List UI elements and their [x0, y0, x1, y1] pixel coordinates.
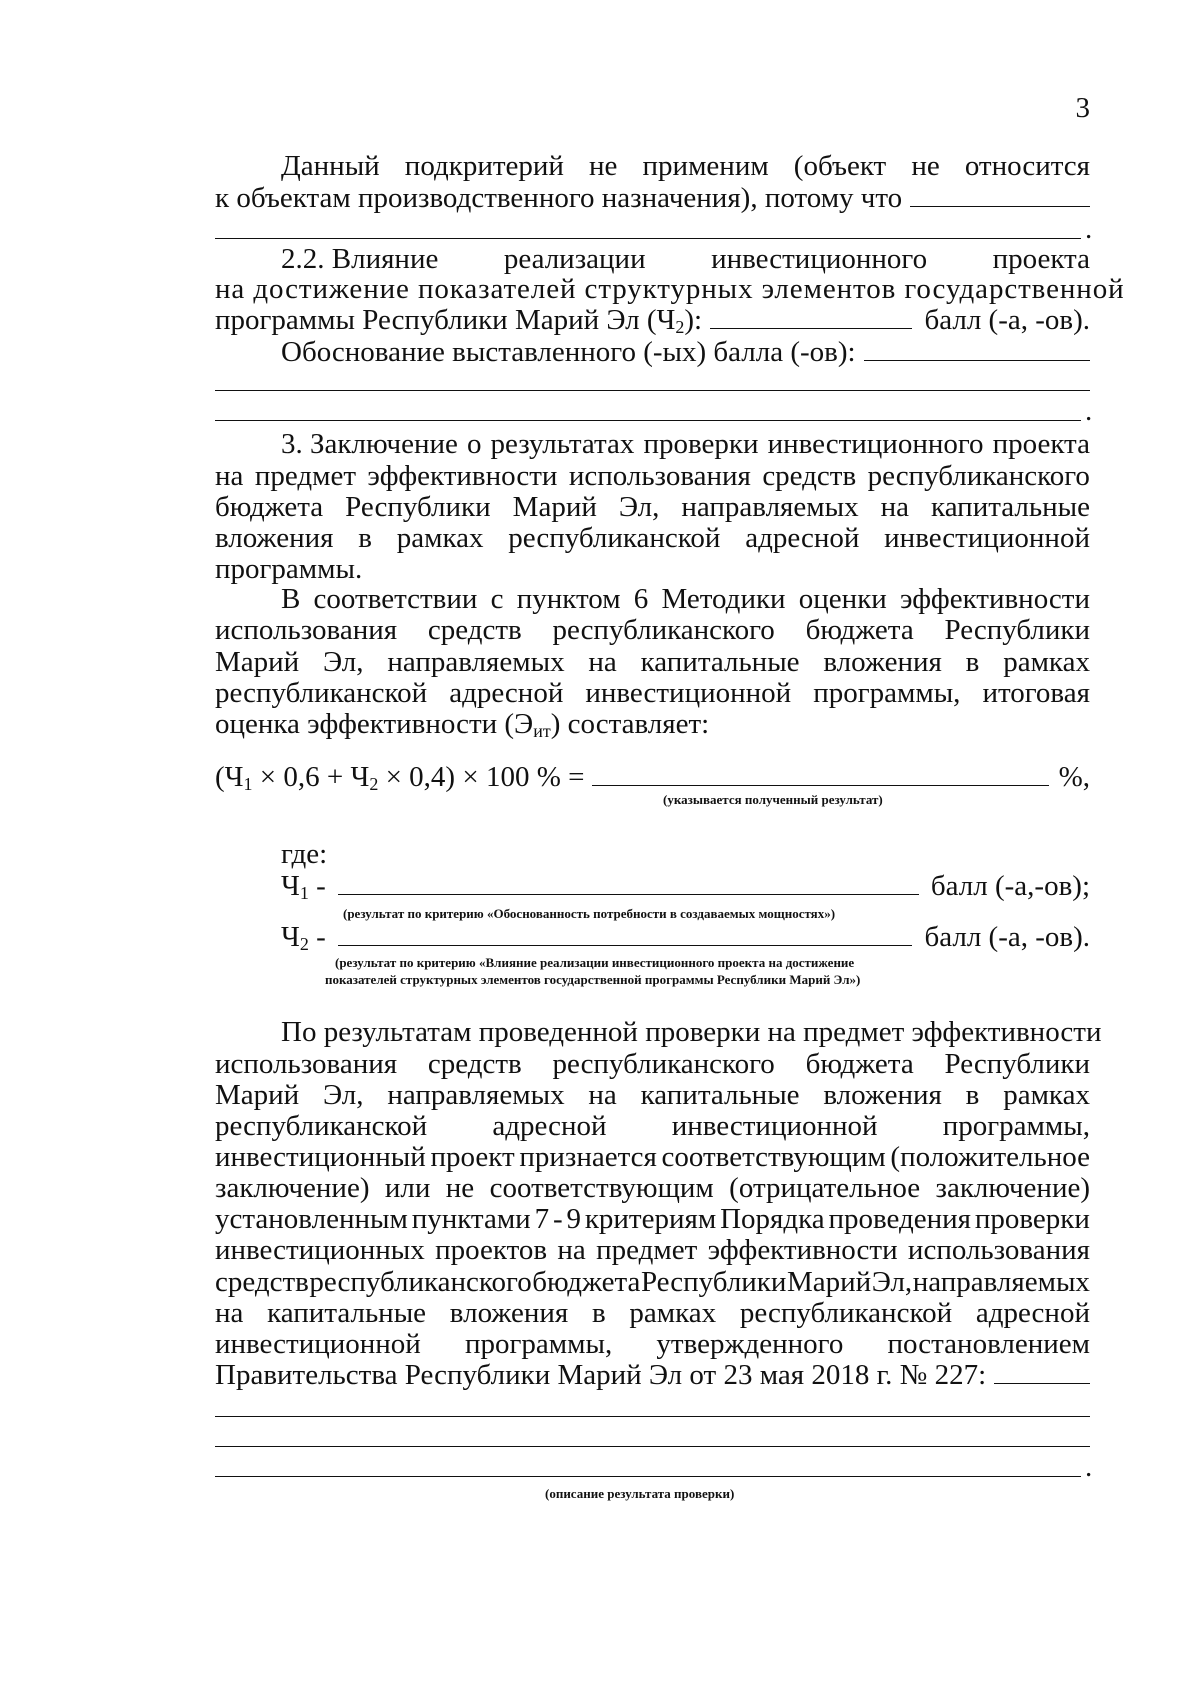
word: направляемых [387, 646, 565, 678]
word: инвестиционной [671, 1110, 878, 1142]
word: проект [430, 1141, 515, 1173]
word: соответствующим [661, 1141, 886, 1173]
word: средств [215, 1266, 309, 1298]
word: рамках [1003, 1079, 1090, 1111]
word: эффективности [367, 460, 558, 492]
s22-basis-line [281, 336, 1090, 369]
ch2-score-blank[interactable] [710, 304, 912, 329]
word: средств [427, 1048, 522, 1080]
word: проверки [643, 428, 759, 460]
reason-blank-1[interactable] [910, 182, 1090, 207]
method-line1 [281, 583, 1090, 616]
method-line2 [215, 614, 1090, 647]
word: соответствующим [489, 1172, 714, 1204]
word: с [490, 583, 504, 615]
word: Марий [786, 1266, 872, 1298]
word: республиканского [867, 460, 1090, 492]
word: эффективности [707, 1234, 898, 1266]
word: бюджета [805, 1048, 914, 1080]
word: на [215, 1297, 244, 1329]
word: оценки [798, 583, 887, 615]
word: относится [964, 150, 1090, 182]
word: направляемых [387, 1079, 565, 1111]
s3-line1 [281, 428, 1090, 461]
word: в [591, 1297, 606, 1329]
word: использования [907, 1234, 1090, 1266]
para1-text: к объектам производственного назначения), потому что [215, 182, 903, 214]
word: республиканской [215, 1110, 428, 1142]
word: республиканской [508, 522, 721, 554]
final-line10 [215, 1297, 1090, 1330]
final-line5 [215, 1141, 1090, 1174]
ch1-caption: (результат по критерию «Обоснованность потребности в создаваемых мощностях») [343, 906, 836, 921]
s3-line2 [215, 460, 1090, 493]
word: (положительное [890, 1141, 1090, 1173]
word: вложения [823, 646, 942, 678]
word: адресной [745, 522, 860, 554]
word: программы, [465, 1328, 613, 1360]
word: 3. Заключение [281, 428, 458, 460]
word: в [965, 646, 980, 678]
word: республиканской [739, 1297, 953, 1329]
final-line2 [215, 1048, 1090, 1081]
conclusion-blank-1[interactable] [994, 1359, 1090, 1384]
word: соответствии [313, 583, 478, 615]
s22-end-dot: . [1085, 395, 1093, 427]
word: эффективности [900, 583, 1090, 615]
word: Эл, [871, 1266, 913, 1298]
word: направляемых [681, 491, 859, 523]
word: признается [519, 1141, 657, 1173]
word: адресной [449, 677, 564, 709]
para1-end-dot: . [1085, 213, 1093, 245]
method-line5: оценка эффективности $(Э_{ит})$ составляет: [215, 708, 710, 741]
s22-unit: балл (-а, -ов). [924, 304, 1090, 336]
word: Марий [215, 1079, 300, 1111]
ch1-unit: балл (-а,-ов); [930, 870, 1090, 902]
word: бюджета [532, 1266, 641, 1298]
word: средств [427, 614, 522, 646]
method-line4 [215, 677, 1090, 710]
word: Республики [944, 1048, 1090, 1080]
word: республиканского [552, 1048, 775, 1080]
word: инвестиционного [767, 428, 984, 460]
word: направляемых [912, 1266, 1090, 1298]
ch1-score-blank[interactable] [338, 870, 919, 895]
word: - [552, 1203, 563, 1235]
word: адресной [492, 1110, 607, 1142]
word: на [880, 491, 910, 523]
reason-blank-2[interactable] [215, 238, 1081, 239]
final-line8 [215, 1234, 1090, 1267]
word: Марий [215, 646, 300, 678]
word: Данный [281, 150, 380, 182]
conclusion-blank-4[interactable] [215, 1476, 1081, 1477]
final-line1: По результатам проведенной проверки на предмет эффективности [281, 1016, 1102, 1048]
s22-line2: на достижение показателей структурных элементов государственной [215, 273, 1125, 305]
s22-basis-text: Обоснование выставленного (-ых) балла (-ов): [281, 336, 856, 368]
word: инвестиционной [215, 1328, 421, 1360]
method-line3 [215, 646, 1090, 679]
formula-line [215, 761, 1090, 801]
word: постановлением [887, 1328, 1090, 1360]
para1-line1 [281, 150, 1090, 183]
word: республиканского [552, 614, 775, 646]
word: адресной [975, 1297, 1090, 1329]
ch2-unit: балл (-а, -ов). [924, 921, 1090, 953]
word: на [588, 646, 617, 678]
word: не [445, 1172, 475, 1204]
final-line12 [215, 1359, 1090, 1392]
conclusion-blank-3[interactable] [215, 1446, 1090, 1447]
word: 2.2. Влияние [281, 243, 439, 275]
ch2-caption-line1: (результат по критерию «Влияние реализации инвестиционного проекта на достижение [335, 955, 855, 970]
word: Марий [512, 491, 597, 523]
word: пунктами [411, 1203, 531, 1235]
final-line6 [215, 1172, 1090, 1205]
word: В [281, 583, 301, 615]
word: подкритерий [404, 150, 564, 182]
word: вложения [215, 522, 334, 554]
ch1-symbol: $Ч_1$ - [281, 870, 326, 903]
word: проекта [992, 428, 1090, 460]
word: Республики [944, 614, 1090, 646]
word: рамках [1003, 646, 1090, 678]
final-line3 [215, 1079, 1090, 1112]
word: вложения [449, 1297, 569, 1329]
s22-line1 [281, 243, 1090, 276]
word: (отрицательное [729, 1172, 921, 1204]
formula-unit: %, [1058, 761, 1090, 793]
word: утвержденного [656, 1328, 844, 1360]
word: капитальные [267, 1297, 427, 1329]
s3-line5: программы. [215, 553, 363, 585]
word: использования [215, 614, 398, 646]
word: на [215, 460, 244, 492]
word: бюджета [215, 491, 324, 523]
word: Методики [661, 583, 786, 615]
word: Порядка [720, 1203, 825, 1235]
word: капитальные [640, 646, 800, 678]
word: установленным [215, 1203, 408, 1235]
basis-blank-2[interactable] [215, 390, 1090, 391]
word: итоговая [982, 677, 1090, 709]
word: или [384, 1172, 431, 1204]
word: на [588, 1079, 617, 1111]
ch2-caption-line2: показателей структурных элементов государственной программы Республики Марий Эл») [325, 972, 861, 987]
word: рамках [396, 522, 484, 554]
formula-caption: (указывается полученный результат) [663, 792, 883, 807]
word: программы, [942, 1110, 1090, 1142]
word: не [589, 150, 618, 182]
word: инвестиционной [585, 677, 792, 709]
word: капитальные [931, 491, 1090, 523]
word: в [358, 522, 372, 554]
word: программы, [813, 677, 961, 709]
word: Республики [640, 1266, 787, 1298]
word: пунктом [516, 583, 621, 615]
word: результатах [490, 428, 635, 460]
final-line11 [215, 1328, 1090, 1361]
word: Эл, [323, 1079, 364, 1111]
word: проектов [435, 1234, 548, 1266]
word: предмет [596, 1234, 698, 1266]
word: бюджета [805, 614, 914, 646]
word: Эл, [618, 491, 660, 523]
word: реализации [503, 243, 646, 275]
word: заключение) [215, 1172, 370, 1204]
ch2-result-blank[interactable] [338, 921, 913, 946]
basis-blank-1[interactable] [864, 336, 1090, 361]
word: использования [215, 1048, 398, 1080]
word: средств [762, 460, 857, 492]
final-line12-text: Правительства Республики Марий Эл от 23 мая 2018 г. № 227: [215, 1359, 987, 1391]
word: Эл, [323, 646, 364, 678]
word: рамках [629, 1297, 717, 1329]
s3-line3 [215, 491, 1090, 524]
word: республиканского [309, 1266, 532, 1298]
where-label: где: [281, 838, 328, 870]
basis-blank-3[interactable] [215, 420, 1081, 421]
word: 6 [633, 583, 649, 615]
s22-line3-text: программы Республики Марий Эл $(Ч_2)$: [215, 304, 703, 337]
word: 9 [566, 1203, 581, 1235]
word: проекта [992, 243, 1090, 275]
word: инвестиционного [711, 243, 928, 275]
para1-line2 [215, 182, 1090, 215]
page-number: 3 [1075, 92, 1090, 124]
word: инвестиционный [215, 1141, 426, 1173]
word: инвестиционных [215, 1234, 425, 1266]
word: заключение) [935, 1172, 1090, 1204]
word: вложения [823, 1079, 942, 1111]
final-line4 [215, 1110, 1090, 1143]
word: проверки [974, 1203, 1090, 1235]
word: проведения [828, 1203, 972, 1235]
word: республиканской [215, 677, 428, 709]
word: не [911, 150, 940, 182]
final-line9 [215, 1266, 1090, 1299]
final-end-dot: . [1085, 1451, 1093, 1483]
word: в [965, 1079, 980, 1111]
word: капитальные [640, 1079, 800, 1111]
ch2-symbol: $Ч_2$ - [281, 921, 326, 954]
word: Республики [345, 491, 491, 523]
word: инвестиционной [884, 522, 1090, 554]
word: предмет [254, 460, 356, 492]
result-blank[interactable] [592, 761, 1048, 786]
ch1-line [281, 870, 1090, 910]
word: 7 [534, 1203, 550, 1235]
word: о [466, 428, 482, 460]
word: применим [642, 150, 769, 182]
s3-line4 [215, 522, 1090, 555]
conclusion-blank-2[interactable] [215, 1416, 1090, 1417]
word: на [557, 1234, 586, 1266]
final-line7 [215, 1203, 1090, 1236]
word: (объект [793, 150, 887, 182]
word: использования [568, 460, 751, 492]
conclusion-caption: (описание результата проверки) [545, 1486, 735, 1501]
word: критериям [584, 1203, 717, 1235]
formula-text: $(Ч_1 \times 0,6 + Ч_2 \times 0,4) \times 100$ % = [215, 761, 585, 794]
